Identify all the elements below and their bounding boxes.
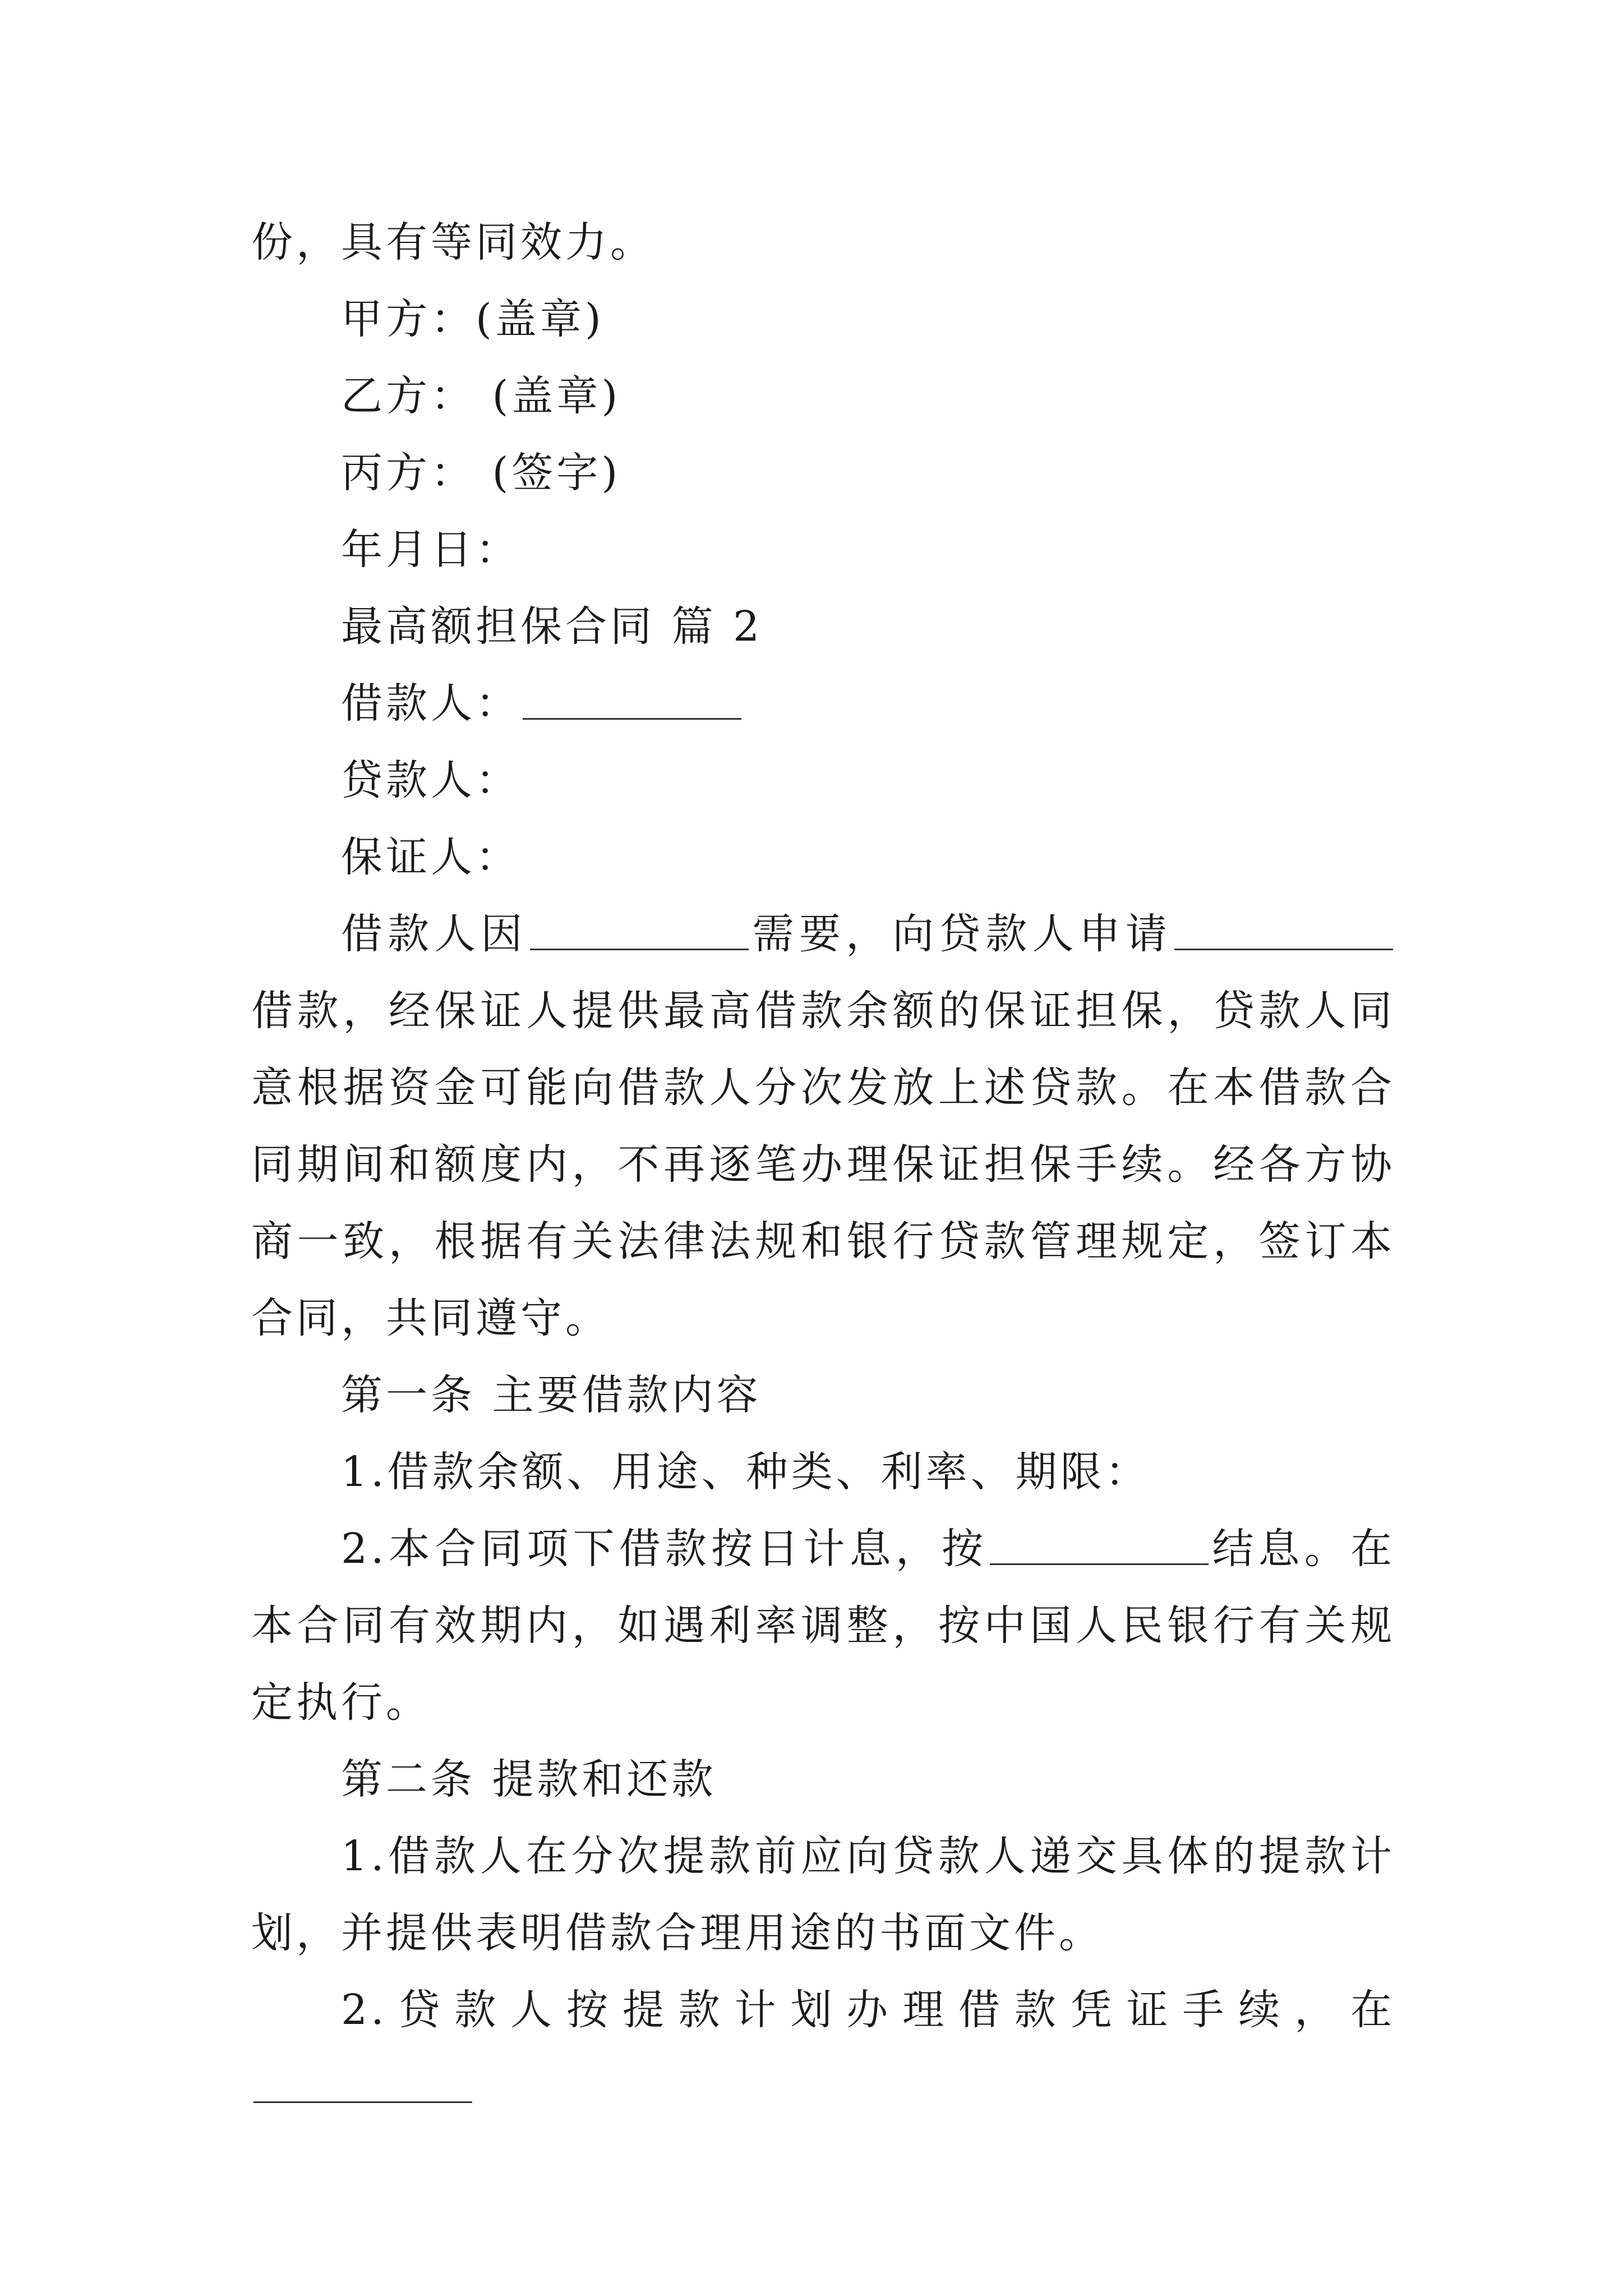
article-2-title: 第二条 提款和还款: [341, 1755, 717, 1803]
borrower-label: 借款人：: [341, 679, 520, 728]
article-1-item-2-text-a: 2.本合同项下借款按日计息，按: [341, 1525, 988, 1573]
article-1-item-2: [251, 1511, 1395, 1741]
article-2-item-2: [251, 1972, 1395, 2125]
guarantor-line: 保证人：: [341, 833, 520, 881]
party-c-signature: 丙方： (签字): [341, 449, 621, 497]
article-1-item-1: 1.借款余额、用途、种类、利率、期限：: [341, 1448, 1150, 1496]
borrower-blank: [523, 677, 741, 720]
borrower-line: [251, 665, 1395, 742]
article-1-title: 第一条 主要借款内容: [341, 1371, 762, 1419]
article-1-item-2-text-b: 结息。在本合同有效期内，如遇利率调整，按中国人民银行有关规定执行。: [251, 1525, 1396, 1727]
lender-line: 贷款人：: [341, 756, 520, 804]
intro-text-1: 借款人因: [341, 910, 528, 958]
paragraph-validity: 份，具有等同效力。: [251, 218, 655, 266]
purpose-blank: [530, 907, 749, 950]
intro-text-2: 需要，向贷款人申请: [750, 910, 1173, 958]
article-2-item-2-text: 2.贷款人按提款计划办理借款凭证手续，在: [341, 1986, 1395, 2034]
party-a-signature: 甲方：(盖章): [341, 295, 605, 343]
amount-blank: [1174, 907, 1393, 950]
time-blank: [253, 2060, 472, 2103]
date-line: 年月日：: [341, 526, 520, 574]
party-b-signature: 乙方： (盖章): [341, 372, 621, 420]
intro-paragraph: [251, 896, 1395, 1357]
intro-text-3: 借款，经保证人提供最高借款余额的保证担保，贷款人同意根据资金可能向借款人分次发放上述贷款。在本借款合同期间和额度内，不再逐笔办理保证担保手续。经各方协商一致，根据有关法律法规和银行贷款管理规定，签订本合同，共同遵守。: [251, 987, 1395, 1342]
article-2-item-1: 1.借款人在分次提款前应向贷款人递交具体的提款计划，并提供表明借款合理用途的书面文件。: [251, 1832, 1395, 1957]
section-title: 最高额担保合同 篇 2: [341, 602, 763, 651]
interest-blank: [990, 1522, 1209, 1565]
document-body: [251, 204, 1395, 2125]
